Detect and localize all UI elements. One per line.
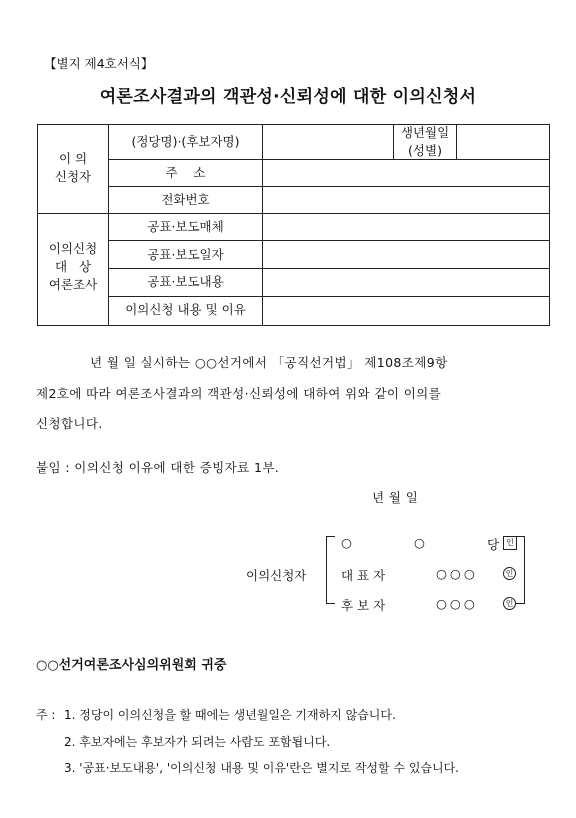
body-line-2: 제2호에 따라 여론조사결과의 객관성·신뢰성에 대하여 위와 같이 이의를	[36, 386, 442, 401]
party-mark-b: ○	[414, 535, 425, 550]
reason-label: 이의신청 내용 및 이유	[125, 302, 246, 317]
document-title: 여론조사결과의 객관성·신뢰성에 대한 이의신청서	[99, 87, 477, 107]
note-1: 1. 정당이 이의신청을 할 때에는 생년월일은 기재하지 않습니다.	[64, 708, 396, 722]
representative-seal-icon: 인	[503, 565, 516, 580]
body-line-1: 년 월 일 실시하는 ○○선거에서 「공직선거법」 제108조제9항	[90, 355, 448, 370]
media-label: 공표·보도매체	[147, 219, 224, 234]
candidate-name-marks: ○○○	[436, 596, 478, 611]
right-bracket	[516, 536, 525, 604]
target-group-label: 이의신청 대 상 여론조사	[48, 241, 98, 292]
birth-gender-label: 생년월일 (성별)	[400, 125, 450, 158]
notes-prefix: 주 :	[36, 708, 56, 722]
party-mark-a: ○	[341, 535, 352, 550]
note-2: 2. 후보자에는 후보자가 되려는 사람도 포함됩니다.	[64, 735, 331, 749]
date-line: 년 월 일	[372, 490, 419, 505]
applicant-group-label: 이 의 신청자	[54, 151, 92, 184]
date-label: 공표·보도일자	[147, 247, 224, 262]
applicant-label: 이의신청자	[246, 568, 307, 583]
representative-name-marks: ○○○	[436, 566, 478, 581]
committee-addressee: ○○선거여론조사심의위원회 귀중	[36, 658, 227, 673]
form-label: 【별지 제4호서식】	[44, 56, 154, 71]
content-label: 공표·보도내용	[147, 274, 224, 289]
body-line-3: 신청합니다.	[36, 416, 103, 431]
party-seal-icon: 인	[503, 534, 517, 550]
address-label: 주 소	[165, 165, 206, 180]
candidate-label: 후 보 자	[341, 598, 386, 613]
party-candidate-label: (정당명)·(후보자명)	[131, 134, 240, 149]
representative-label: 대 표 자	[341, 568, 386, 583]
candidate-seal-icon: 인	[503, 595, 516, 610]
party-suffix: 당	[487, 537, 500, 552]
attachment-line: 붙임 : 이의신청 이유에 대한 증빙자료 1부.	[36, 460, 280, 475]
note-3: 3. '공표·보도내용', '이의신청 내용 및 이유'란은 별지로 작성할 수 있습니다.	[64, 761, 459, 775]
left-bracket	[326, 536, 335, 604]
phone-label: 전화번호	[161, 192, 210, 207]
